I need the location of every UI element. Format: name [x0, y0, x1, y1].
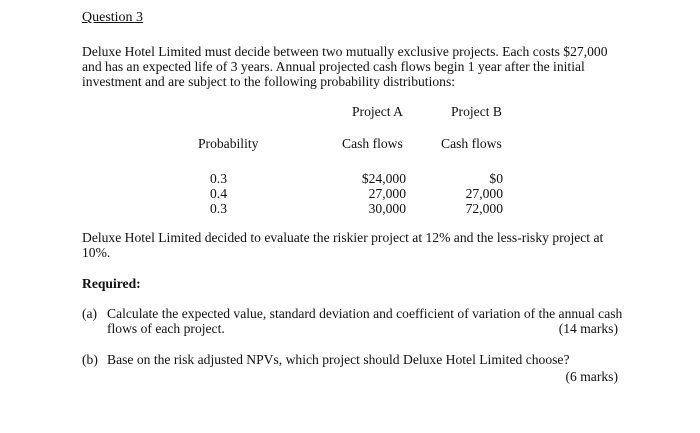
probability-cell: 0.3: [210, 201, 227, 216]
part-b-label: (b): [82, 352, 98, 367]
part-a-line-2: flows of each project.: [107, 321, 225, 336]
cash-flows-a-header: Cash flows: [342, 136, 403, 151]
project-a-cell: $24,000: [361, 171, 406, 186]
intro-line-3: investment and are subject to the following probability distributions:: [82, 74, 456, 89]
project-b-cell: 72,000: [465, 201, 503, 216]
probability-cell: 0.3: [210, 171, 227, 186]
project-b-cell: 27,000: [465, 186, 503, 201]
project-a-header: Project A: [352, 104, 403, 119]
part-a-label: (a): [82, 306, 98, 321]
evaluation-line-1: Deluxe Hotel Limited decided to evaluate the riskier project at 12% and the less-risky project at: [82, 230, 604, 245]
evaluation-line-2: 10%.: [82, 245, 111, 260]
part-a-marks: (14 marks): [558, 321, 618, 336]
project-b-header: Project B: [451, 104, 502, 119]
project-b-cell: $0: [489, 171, 503, 186]
probability-header: Probability: [198, 136, 259, 151]
project-a-cell: 30,000: [368, 201, 406, 216]
intro-line-2: and has an expected life of 3 years. Annual projected cash flows begin 1 year after the initial: [82, 59, 585, 74]
question-heading: Question 3: [82, 10, 144, 25]
required-label: Required:: [82, 276, 141, 291]
probability-cell: 0.4: [210, 186, 227, 201]
part-b-marks: (6 marks): [565, 369, 618, 384]
part-b-line-1: Base on the risk adjusted NPVs, which project should Deluxe Hotel Limited choose?: [107, 352, 570, 367]
project-a-cell: 27,000: [368, 186, 406, 201]
cash-flows-b-header: Cash flows: [441, 136, 502, 151]
intro-line-1: Deluxe Hotel Limited must decide between two mutually exclusive projects. Each costs $27,000: [82, 44, 608, 59]
part-a-line-1: Calculate the expected value, standard deviation and coefficient of variation of the annual cash: [107, 306, 623, 321]
